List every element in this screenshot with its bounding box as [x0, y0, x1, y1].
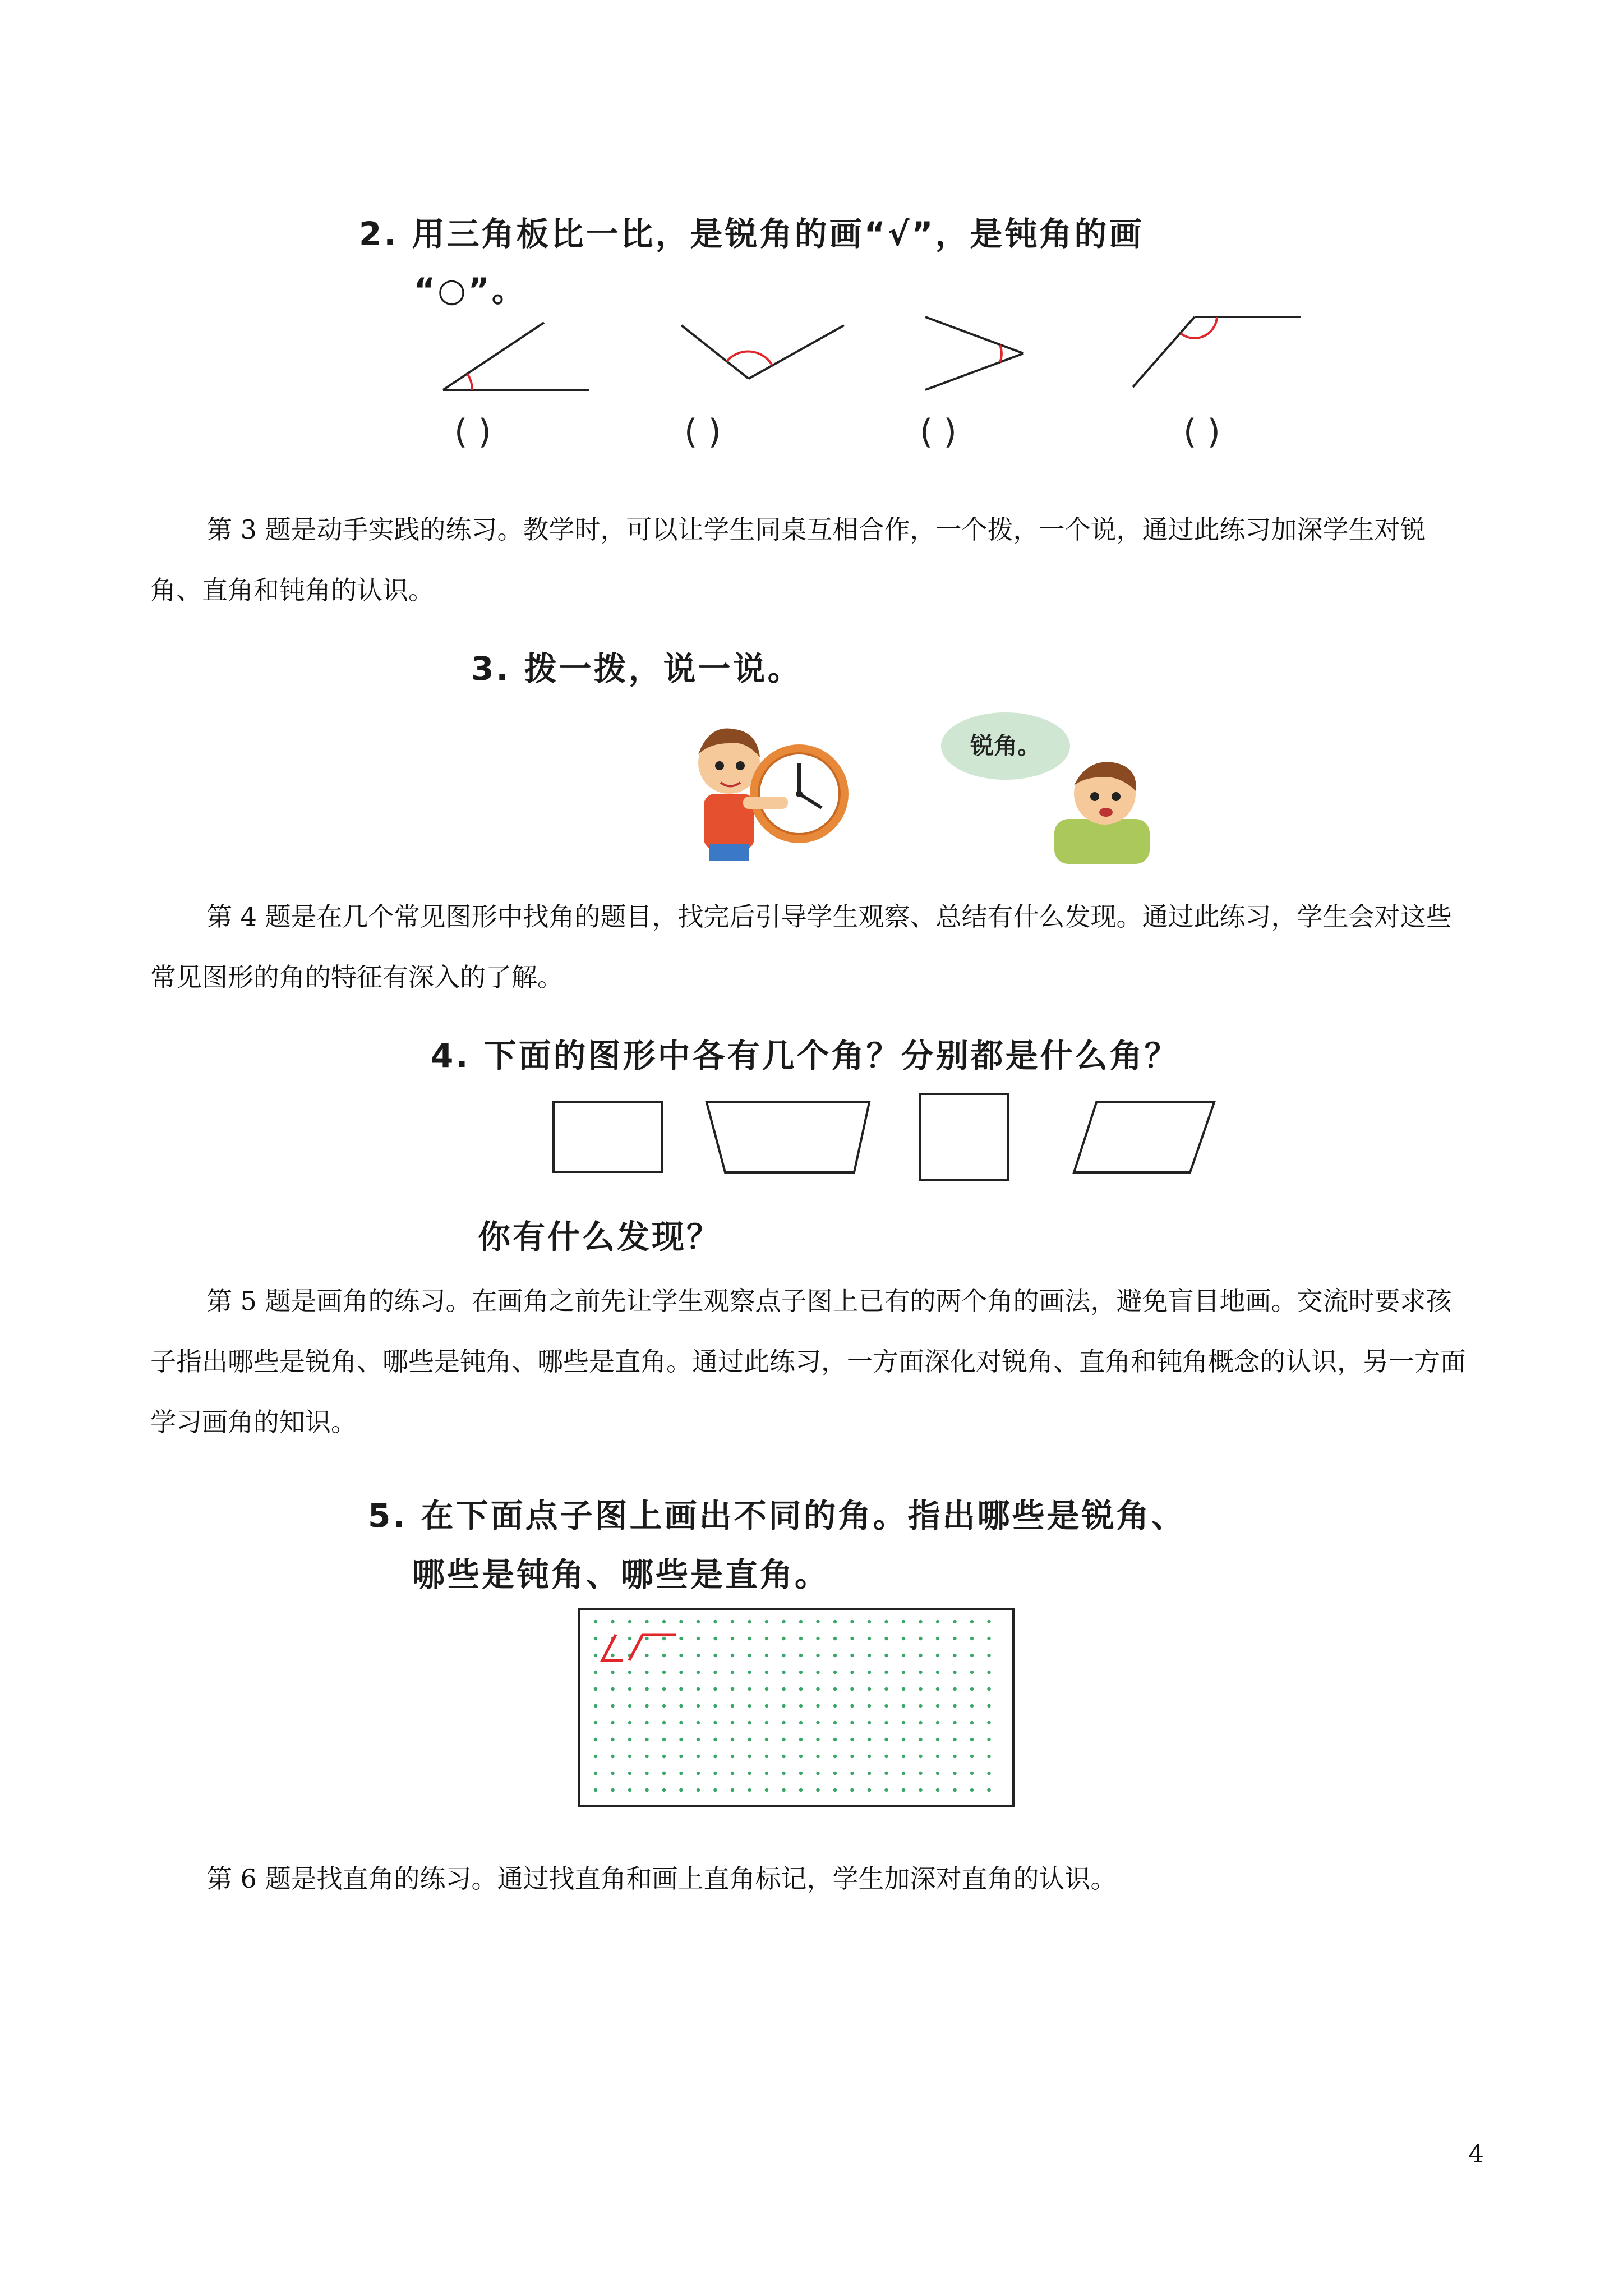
boy-with-clock-illustration: [687, 712, 855, 864]
grid-dot[interactable]: [765, 1654, 768, 1657]
grid-dot[interactable]: [953, 1671, 956, 1674]
q2-angle-figures: [426, 303, 1324, 404]
grid-dot[interactable]: [919, 1755, 922, 1758]
grid-dot[interactable]: [799, 1637, 803, 1640]
grid-dot[interactable]: [816, 1620, 819, 1623]
grid-dot[interactable]: [782, 1687, 785, 1691]
grid-dot[interactable]: [765, 1738, 768, 1741]
paragraph-q4-explanation: 第 4 题是在几个常见图形中找角的题目，找完后引导学生观察、总结有什么发现。通过此练习，学生会对这些常见图形的角的特征有深入的了解。: [150, 901, 1452, 992]
grid-dot[interactable]: [594, 1671, 597, 1674]
paragraph-q5-explanation: 第 5 题是画角的练习。在画角之前先让学生观察点子图上已有的两个角的画法，避免盲目地画。交流时要求孩子指出哪些是锐角、哪些是钝角、哪些是直角。通过此练习，一方面深化对锐角、直角和钝角概念的认识，另一方面学习画角的知识。: [150, 1286, 1466, 1437]
grid-dot[interactable]: [713, 1721, 717, 1724]
grid-dot[interactable]: [850, 1687, 854, 1691]
answer-paren-2[interactable]: ( ): [684, 412, 721, 452]
grid-dot[interactable]: [765, 1671, 768, 1674]
grid-dot[interactable]: [662, 1772, 666, 1775]
grid-dot[interactable]: [628, 1721, 631, 1724]
grid-dot[interactable]: [833, 1721, 837, 1724]
grid-dot[interactable]: [953, 1721, 956, 1724]
grid-dot[interactable]: [936, 1721, 939, 1724]
grid-dot[interactable]: [833, 1654, 837, 1657]
grid-dot[interactable]: [713, 1654, 717, 1657]
grid-dot[interactable]: [782, 1637, 785, 1640]
grid-dot[interactable]: [919, 1738, 922, 1741]
grid-dot[interactable]: [662, 1704, 666, 1708]
grid-dot[interactable]: [748, 1755, 751, 1758]
q2-title-line2: “○”。: [414, 271, 527, 309]
grid-dot[interactable]: [850, 1620, 854, 1623]
grid-dot[interactable]: [662, 1721, 666, 1724]
grid-dot[interactable]: [799, 1704, 803, 1708]
grid-dot[interactable]: [919, 1788, 922, 1792]
q4-title: 4. 下面的图形中各有几个角？分别都是什么角？: [431, 1037, 1179, 1075]
grid-dot[interactable]: [765, 1687, 768, 1691]
grid-dot[interactable]: [884, 1637, 888, 1640]
grid-dot[interactable]: [628, 1620, 631, 1623]
grid-dot[interactable]: [970, 1738, 974, 1741]
grid-dot[interactable]: [833, 1704, 837, 1708]
grid-dot[interactable]: [970, 1704, 974, 1708]
grid-dot[interactable]: [765, 1755, 768, 1758]
q2-title-line1: 2. 用三角板比一比，是锐角的画“√”，是钝角的画: [359, 215, 1144, 253]
q4-footer-question: 你有什么发现？: [478, 1218, 722, 1256]
grid-dot[interactable]: [731, 1654, 734, 1657]
grid-dot[interactable]: [679, 1772, 683, 1775]
grid-dot[interactable]: [953, 1704, 956, 1708]
grid-dot[interactable]: [884, 1654, 888, 1657]
grid-dot[interactable]: [816, 1671, 819, 1674]
grid-dot[interactable]: [782, 1755, 785, 1758]
grid-dot[interactable]: [713, 1620, 717, 1623]
grid-dot[interactable]: [765, 1637, 768, 1640]
grid-dot[interactable]: [850, 1788, 854, 1792]
grid-dot[interactable]: [902, 1654, 905, 1657]
grid-dot[interactable]: [953, 1654, 956, 1657]
grid-dot[interactable]: [833, 1687, 837, 1691]
grid-dot[interactable]: [816, 1755, 819, 1758]
grid-dot[interactable]: [987, 1772, 990, 1775]
grid-dot[interactable]: [868, 1687, 871, 1691]
grid-dot[interactable]: [987, 1654, 990, 1657]
grid-dot[interactable]: [936, 1788, 939, 1792]
grid-dot[interactable]: [628, 1738, 631, 1741]
grid-dot[interactable]: [645, 1772, 648, 1775]
grid-dot[interactable]: [594, 1654, 597, 1657]
grid-dot[interactable]: [936, 1772, 939, 1775]
grid-dot[interactable]: [850, 1671, 854, 1674]
grid-dot[interactable]: [782, 1738, 785, 1741]
grid-dot[interactable]: [611, 1788, 614, 1792]
grid-dot[interactable]: [799, 1721, 803, 1724]
grid-dot[interactable]: [713, 1671, 717, 1674]
square-shape: [919, 1093, 1009, 1181]
grid-dot[interactable]: [713, 1687, 717, 1691]
grid-dot[interactable]: [697, 1671, 700, 1674]
grid-dot[interactable]: [731, 1788, 734, 1792]
grid-dot[interactable]: [868, 1755, 871, 1758]
grid-dot[interactable]: [628, 1788, 631, 1792]
grid-dot[interactable]: [987, 1637, 990, 1640]
grid-dot[interactable]: [731, 1704, 734, 1708]
grid-dot[interactable]: [884, 1704, 888, 1708]
grid-dot[interactable]: [953, 1755, 956, 1758]
grid-dot[interactable]: [902, 1704, 905, 1708]
grid-dot[interactable]: [970, 1671, 974, 1674]
grid-dot[interactable]: [679, 1738, 683, 1741]
grid-dot[interactable]: [884, 1738, 888, 1741]
grid-dot[interactable]: [611, 1654, 614, 1657]
grid-dot[interactable]: [611, 1687, 614, 1691]
grid-dot[interactable]: [679, 1620, 683, 1623]
grid-dot[interactable]: [919, 1671, 922, 1674]
grid-dot[interactable]: [748, 1738, 751, 1741]
grid-dot[interactable]: [833, 1671, 837, 1674]
grid-dot[interactable]: [884, 1671, 888, 1674]
grid-dot[interactable]: [850, 1755, 854, 1758]
grid-dot[interactable]: [782, 1721, 785, 1724]
grid-dot[interactable]: [645, 1687, 648, 1691]
grid-dot[interactable]: [594, 1738, 597, 1741]
grid-dot[interactable]: [868, 1704, 871, 1708]
grid-dot[interactable]: [662, 1671, 666, 1674]
grid-dot[interactable]: [833, 1772, 837, 1775]
grid-dot[interactable]: [662, 1637, 666, 1640]
grid-dot[interactable]: [833, 1788, 837, 1792]
grid-dot[interactable]: [645, 1654, 648, 1657]
grid-dot[interactable]: [645, 1755, 648, 1758]
trapezoid-shape: [704, 1099, 872, 1178]
grid-dot[interactable]: [611, 1671, 614, 1674]
grid-dot[interactable]: [731, 1755, 734, 1758]
grid-dot[interactable]: [645, 1671, 648, 1674]
grid-dot[interactable]: [970, 1637, 974, 1640]
grid-dot[interactable]: [919, 1620, 922, 1623]
grid-dot[interactable]: [594, 1637, 597, 1640]
grid-dot[interactable]: [970, 1755, 974, 1758]
grid-dot[interactable]: [594, 1687, 597, 1691]
grid-dot[interactable]: [782, 1772, 785, 1775]
grid-dot[interactable]: [936, 1755, 939, 1758]
grid-dot[interactable]: [782, 1620, 785, 1623]
grid-dot[interactable]: [679, 1671, 683, 1674]
dot-grid-board[interactable]: [578, 1607, 1015, 1808]
grid-dot[interactable]: [868, 1654, 871, 1657]
grid-dot[interactable]: [919, 1704, 922, 1708]
grid-dot[interactable]: [679, 1704, 683, 1708]
grid-dot[interactable]: [833, 1637, 837, 1640]
grid-dot[interactable]: [833, 1620, 837, 1623]
grid-dot[interactable]: [902, 1671, 905, 1674]
grid-dot[interactable]: [987, 1721, 990, 1724]
grid-dot[interactable]: [697, 1620, 700, 1623]
grid-dot[interactable]: [611, 1772, 614, 1775]
grid-dot[interactable]: [868, 1772, 871, 1775]
grid-dot[interactable]: [902, 1620, 905, 1623]
grid-dot[interactable]: [611, 1620, 614, 1623]
boy-speaking-illustration: [1043, 752, 1166, 864]
grid-dot[interactable]: [919, 1721, 922, 1724]
grid-dot[interactable]: [816, 1738, 819, 1741]
grid-dot[interactable]: [799, 1738, 803, 1741]
grid-dot[interactable]: [970, 1772, 974, 1775]
grid-dot[interactable]: [628, 1755, 631, 1758]
rectangle-shape: [552, 1101, 663, 1173]
grid-dot[interactable]: [662, 1738, 666, 1741]
grid-dot[interactable]: [731, 1620, 734, 1623]
grid-dot[interactable]: [970, 1654, 974, 1657]
grid-dot[interactable]: [782, 1788, 785, 1792]
grid-dot[interactable]: [697, 1704, 700, 1708]
grid-dot[interactable]: [731, 1772, 734, 1775]
grid-dot[interactable]: [611, 1721, 614, 1724]
grid-dot[interactable]: [713, 1755, 717, 1758]
grid-dot[interactable]: [816, 1704, 819, 1708]
grid-dot[interactable]: [799, 1788, 803, 1792]
grid-dot[interactable]: [748, 1704, 751, 1708]
grid-dot[interactable]: [765, 1788, 768, 1792]
grid-dot[interactable]: [850, 1704, 854, 1708]
grid-dot[interactable]: [953, 1772, 956, 1775]
grid-dot[interactable]: [850, 1772, 854, 1775]
grid-dot[interactable]: [953, 1788, 956, 1792]
grid-dot[interactable]: [868, 1671, 871, 1674]
grid-dot[interactable]: [594, 1704, 597, 1708]
angle-obtuse-figure: [1133, 317, 1301, 387]
grid-dot[interactable]: [799, 1772, 803, 1775]
grid-dot[interactable]: [902, 1687, 905, 1691]
grid-dot[interactable]: [884, 1687, 888, 1691]
answer-paren-3[interactable]: ( ): [920, 412, 957, 452]
grid-dot[interactable]: [868, 1637, 871, 1640]
grid-dot[interactable]: [799, 1654, 803, 1657]
grid-dot[interactable]: [816, 1772, 819, 1775]
grid-dot[interactable]: [936, 1637, 939, 1640]
grid-dot[interactable]: [713, 1788, 717, 1792]
grid-dot[interactable]: [679, 1654, 683, 1657]
grid-dot[interactable]: [662, 1788, 666, 1792]
grid-dot[interactable]: [953, 1738, 956, 1741]
paragraph-q3-explanation: 第 3 题是动手实践的练习。教学时，可以让学生同桌互相合作，一个拨，一个说，通过此练习加深学生对锐角、直角和钝角的认识。: [150, 514, 1426, 605]
grid-dot[interactable]: [987, 1738, 990, 1741]
grid-dot[interactable]: [799, 1687, 803, 1691]
grid-dot[interactable]: [679, 1721, 683, 1724]
grid-dot[interactable]: [970, 1620, 974, 1623]
angle-acute-figure: [443, 323, 589, 390]
grid-dot[interactable]: [731, 1671, 734, 1674]
grid-dot[interactable]: [697, 1687, 700, 1691]
grid-dot[interactable]: [902, 1637, 905, 1640]
q3-title: 3. 拨一拨，说一说。: [471, 650, 803, 688]
grid-dot[interactable]: [713, 1704, 717, 1708]
grid-dot[interactable]: [713, 1738, 717, 1741]
grid-dot[interactable]: [970, 1687, 974, 1691]
grid-dot[interactable]: [645, 1738, 648, 1741]
grid-dot[interactable]: [970, 1721, 974, 1724]
grid-dot[interactable]: [713, 1772, 717, 1775]
grid-dot[interactable]: [662, 1620, 666, 1623]
grid-dot[interactable]: [884, 1788, 888, 1792]
grid-dot[interactable]: [748, 1620, 751, 1623]
answer-paren-1[interactable]: ( ): [454, 412, 491, 452]
grid-dot[interactable]: [713, 1637, 717, 1640]
grid-dot[interactable]: [902, 1721, 905, 1724]
grid-dot[interactable]: [662, 1654, 666, 1657]
grid-dot[interactable]: [884, 1755, 888, 1758]
grid-dot[interactable]: [816, 1654, 819, 1657]
grid-dot[interactable]: [833, 1738, 837, 1741]
grid-dot[interactable]: [731, 1738, 734, 1741]
grid-dot[interactable]: [662, 1687, 666, 1691]
clock-icon: [750, 744, 849, 843]
grid-dot[interactable]: [748, 1721, 751, 1724]
grid-dot[interactable]: [748, 1687, 751, 1691]
grid-dot[interactable]: [731, 1687, 734, 1691]
grid-dot[interactable]: [953, 1687, 956, 1691]
grid-dot[interactable]: [987, 1755, 990, 1758]
grid-dot[interactable]: [919, 1637, 922, 1640]
grid-dot[interactable]: [799, 1620, 803, 1623]
grid-dot[interactable]: [799, 1671, 803, 1674]
grid-dot[interactable]: [782, 1704, 785, 1708]
grid-dot[interactable]: [868, 1721, 871, 1724]
grid-dot[interactable]: [987, 1671, 990, 1674]
grid-dot[interactable]: [782, 1654, 785, 1657]
q5-title-line2: 哪些是钝角、哪些是直角。: [412, 1556, 830, 1594]
grid-dot[interactable]: [850, 1637, 854, 1640]
grid-dot[interactable]: [919, 1654, 922, 1657]
grid-dot[interactable]: [936, 1620, 939, 1623]
grid-dot[interactable]: [919, 1687, 922, 1691]
grid-dot[interactable]: [970, 1788, 974, 1792]
parallelogram-shape: [1071, 1099, 1217, 1178]
q5-title-line1: 5. 在下面点子图上画出不同的角。指出哪些是锐角、: [368, 1497, 1186, 1535]
grid-dot[interactable]: [816, 1788, 819, 1792]
grid-dot[interactable]: [645, 1788, 648, 1792]
grid-dot[interactable]: [765, 1721, 768, 1724]
grid-dot[interactable]: [833, 1755, 837, 1758]
grid-dot[interactable]: [868, 1620, 871, 1623]
grid-dot[interactable]: [731, 1721, 734, 1724]
grid-dot[interactable]: [679, 1788, 683, 1792]
grid-dot[interactable]: [662, 1755, 666, 1758]
grid-dot[interactable]: [816, 1687, 819, 1691]
speech-bubble: 锐角。: [941, 712, 1070, 780]
grid-dot[interactable]: [850, 1654, 854, 1657]
grid-dot[interactable]: [748, 1671, 751, 1674]
grid-dot[interactable]: [765, 1772, 768, 1775]
grid-dot[interactable]: [645, 1637, 648, 1640]
grid-dot[interactable]: [748, 1637, 751, 1640]
grid-dot[interactable]: [594, 1772, 597, 1775]
grid-dot[interactable]: [697, 1637, 700, 1640]
grid-dot[interactable]: [697, 1654, 700, 1657]
grid-dot[interactable]: [816, 1637, 819, 1640]
grid-dot[interactable]: [679, 1755, 683, 1758]
grid-dot[interactable]: [611, 1738, 614, 1741]
grid-dot[interactable]: [987, 1788, 990, 1792]
grid-dot[interactable]: [987, 1687, 990, 1691]
grid-dot[interactable]: [902, 1755, 905, 1758]
grid-dot[interactable]: [936, 1704, 939, 1708]
grid-dot[interactable]: [850, 1721, 854, 1724]
angle-acute-right-figure: [925, 317, 1023, 390]
grid-dot[interactable]: [731, 1637, 734, 1640]
grid-dot[interactable]: [868, 1788, 871, 1792]
paragraph-q6-explanation: 第 6 题是找直角的练习。通过找直角和画上直角标记，学生加深对直角的认识。: [206, 1864, 1117, 1894]
grid-dot[interactable]: [748, 1772, 751, 1775]
grid-dot[interactable]: [936, 1738, 939, 1741]
grid-dot[interactable]: [645, 1721, 648, 1724]
grid-dot[interactable]: [953, 1637, 956, 1640]
grid-dot[interactable]: [987, 1704, 990, 1708]
grid-dot[interactable]: [868, 1738, 871, 1741]
page-number: 4: [1468, 2140, 1484, 2169]
grid-dot[interactable]: [748, 1654, 751, 1657]
grid-dot[interactable]: [816, 1721, 819, 1724]
grid-dot[interactable]: [697, 1721, 700, 1724]
grid-dot[interactable]: [697, 1788, 700, 1792]
angle-obtuse-v-figure: [681, 325, 844, 379]
grid-dot[interactable]: [936, 1687, 939, 1691]
grid-dot[interactable]: [987, 1620, 990, 1623]
grid-dot[interactable]: [902, 1788, 905, 1792]
grid-dot[interactable]: [765, 1704, 768, 1708]
grid-dot[interactable]: [919, 1772, 922, 1775]
grid-dot[interactable]: [697, 1738, 700, 1741]
grid-dot[interactable]: [953, 1620, 956, 1623]
grid-dot[interactable]: [679, 1637, 683, 1640]
grid-dot[interactable]: [850, 1738, 854, 1741]
grid-dot[interactable]: [594, 1788, 597, 1792]
grid-dot[interactable]: [884, 1772, 888, 1775]
grid-dot[interactable]: [594, 1620, 597, 1623]
grid-dot[interactable]: [628, 1637, 631, 1640]
grid-dot[interactable]: [782, 1671, 785, 1674]
grid-dot[interactable]: [765, 1620, 768, 1623]
grid-dot[interactable]: [799, 1755, 803, 1758]
grid-dot[interactable]: [594, 1721, 597, 1724]
grid-dot[interactable]: [628, 1772, 631, 1775]
grid-dot[interactable]: [697, 1772, 700, 1775]
answer-paren-4[interactable]: ( ): [1183, 412, 1220, 452]
grid-dot[interactable]: [679, 1687, 683, 1691]
grid-dot[interactable]: [628, 1704, 631, 1708]
grid-dot[interactable]: [628, 1687, 631, 1691]
grid-dot[interactable]: [884, 1620, 888, 1623]
grid-dot[interactable]: [645, 1704, 648, 1708]
grid-dot[interactable]: [902, 1738, 905, 1741]
grid-dot[interactable]: [628, 1671, 631, 1674]
grid-dot[interactable]: [936, 1654, 939, 1657]
grid-dot[interactable]: [748, 1788, 751, 1792]
grid-dot[interactable]: [697, 1755, 700, 1758]
grid-dot[interactable]: [645, 1620, 648, 1623]
grid-dot[interactable]: [611, 1704, 614, 1708]
grid-dot[interactable]: [594, 1755, 597, 1758]
grid-dot[interactable]: [611, 1755, 614, 1758]
grid-dot[interactable]: [936, 1671, 939, 1674]
grid-dot[interactable]: [884, 1721, 888, 1724]
grid-dot[interactable]: [902, 1772, 905, 1775]
